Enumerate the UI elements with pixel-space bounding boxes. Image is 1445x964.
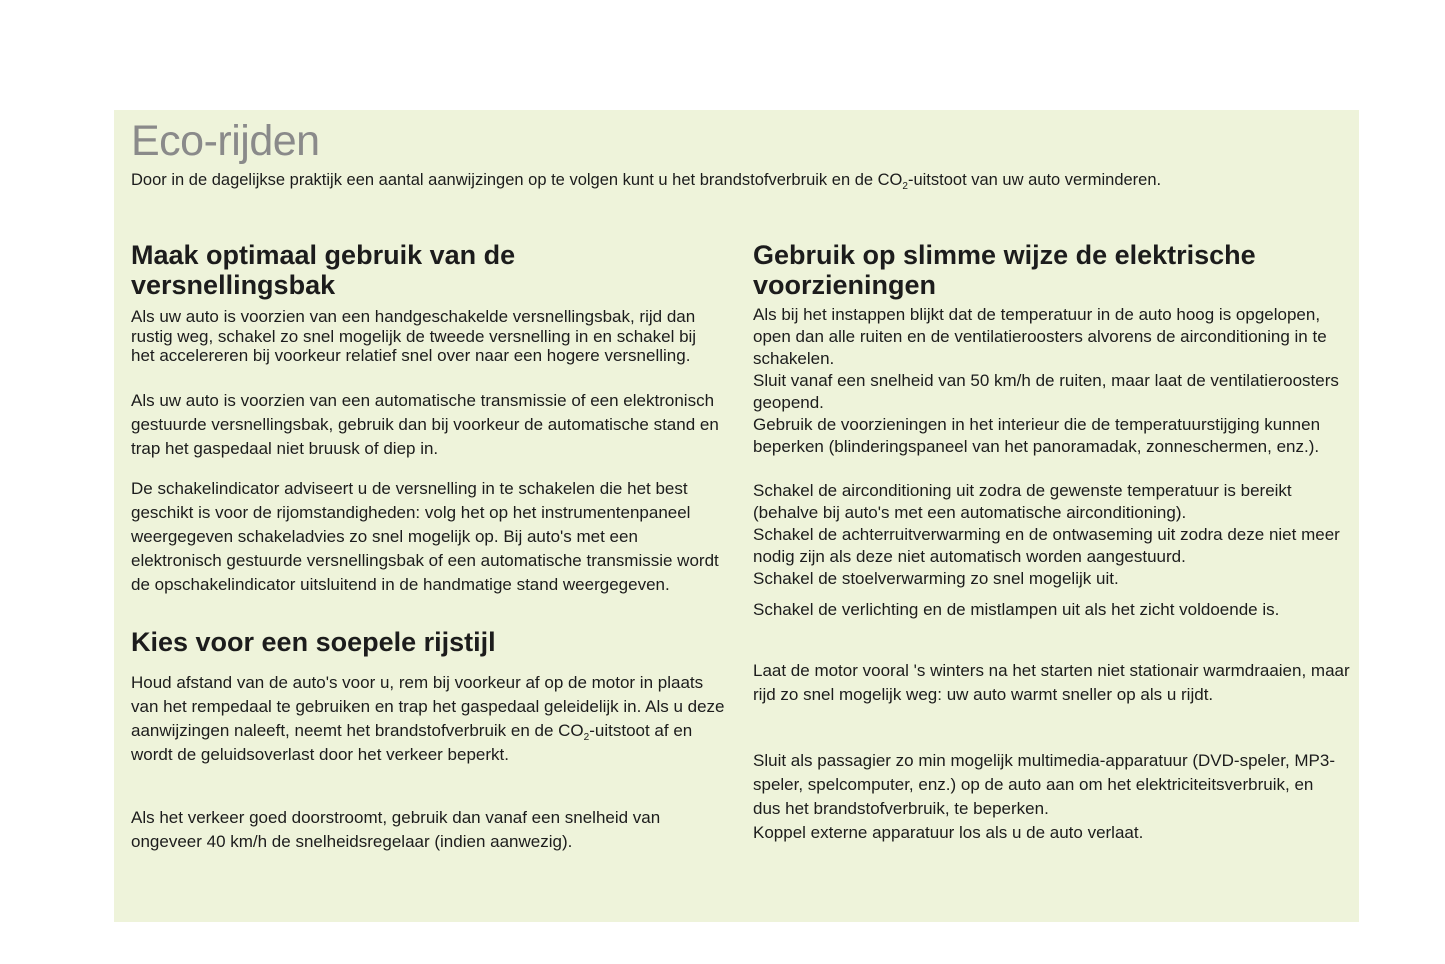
paragraph-warm-up: Laat de motor vooral 's winters na het starten niet stationair warmdraaien, maar rijd zo snel mogelijk weg: uw auto warmt sneller op als u rijdt. (753, 661, 1350, 704)
paragraph-external-devices: Koppel externe apparatuur los als u de auto verlaat. (753, 823, 1144, 842)
section-heading-electrical: Gebruik op slimme wijze de elektrische voorzieningen (753, 240, 1256, 300)
paragraph-seat-heating: Schakel de stoelverwarming zo snel mogelijk uit. (753, 569, 1119, 588)
section-heading-gearbox: Maak optimaal gebruik van de versnellingsbak (131, 240, 516, 300)
section-heading-driving-style: Kies voor een soepele rijstijl (131, 627, 496, 657)
paragraph-windows: Sluit vanaf een snelheid van 50 km/h de ruiten, maar laat de ventilatieroosters geopend. (753, 371, 1339, 412)
paragraph-manual-gearbox: Als uw auto is voorzien van een handgeschakelde versnellingsbak, rijd dan rustig weg, schakel zo snel mogelijk de tweede versnelling in en schakel bij het accelereren bij voorkeur relatief snel over naar een hogere versnelling. (131, 307, 697, 365)
paragraph-shift-indicator: De schakelindicator adviseert u de versnelling in te schakelen die het best geschikt is voor de rijomstandigheden: volg het op het instrumentenpaneel weergegeven schakeladvies zo snel mogelijk op. Bij auto's met een elektronisch gestuurde versnellingsbak of een automatische transmissie wordt de opschakelindicator uitsluitend in de handmatige stand weergegeven. (131, 479, 719, 594)
paragraph-air-conditioning-start: Als bij het instappen blijkt dat de temperatuur in de auto hoog is opgelopen, open dan alle ruiten en de ventilatieroosters alvorens de airconditioning in te schakelen. (753, 305, 1327, 368)
paragraph-smooth-driving: Houd afstand van de auto's voor u, rem bij voorkeur af op de motor in plaats van het rempedaal te gebruiken en trap het gaspedaal geleidelijk in. Als u deze aanwijzingen naleeft, neemt het brandstofverbruik en de $CO_2$-uitstoot af en wordt de geluidsoverlast door het verkeer beperkt. (131, 673, 725, 764)
paragraph-cruise-control: Als het verkeer goed doorstroomt, gebruik dan vanaf een snelheid van ongeveer 40 km/h de snelheidsregelaar (indien aanwezig). (131, 808, 661, 851)
paragraph-air-conditioning-off: Schakel de airconditioning uit zodra de gewenste temperatuur is bereikt (behalve bij auto's met een automatische airconditioning). (753, 481, 1292, 522)
paragraph-rear-demist: Schakel de achterruitverwarming en de ontwaseming uit zodra deze niet meer nodig zijn als deze niet automatisch worden aangestuurd. (753, 525, 1340, 566)
intro-text: Door in de dagelijkse praktijk een aantal aanwijzingen op te volgen kunt u het brandstofverbruik en de $CO_2$-uitstoot van uw auto verminderen. (131, 171, 1162, 192)
paragraph-lights: Schakel de verlichting en de mistlampen uit als het zicht voldoende is. (753, 600, 1280, 619)
page-title: Eco-rijden (131, 117, 320, 165)
paragraph-automatic-transmission: Als uw auto is voorzien van een automatische transmissie of een elektronisch gestuurde versnellingsbak, gebruik dan bij voorkeur de automatische stand en trap het gaspedaal niet bruusk of diep in. (131, 391, 719, 458)
paragraph-multimedia: Sluit als passagier zo min mogelijk multimedia-apparatuur (DVD-speler, MP3-speler, spelcomputer, enz.) op de auto aan om het elektriciteitsverbruik, en dus het brandstofverbruik, te beperken. (753, 751, 1336, 818)
paragraph-interior-shading: Gebruik de voorzieningen in het interieur die de temperatuurstijging kunnen beperken (blinderingspaneel van het panoramadak, zonneschermen, enz.). (753, 415, 1321, 456)
